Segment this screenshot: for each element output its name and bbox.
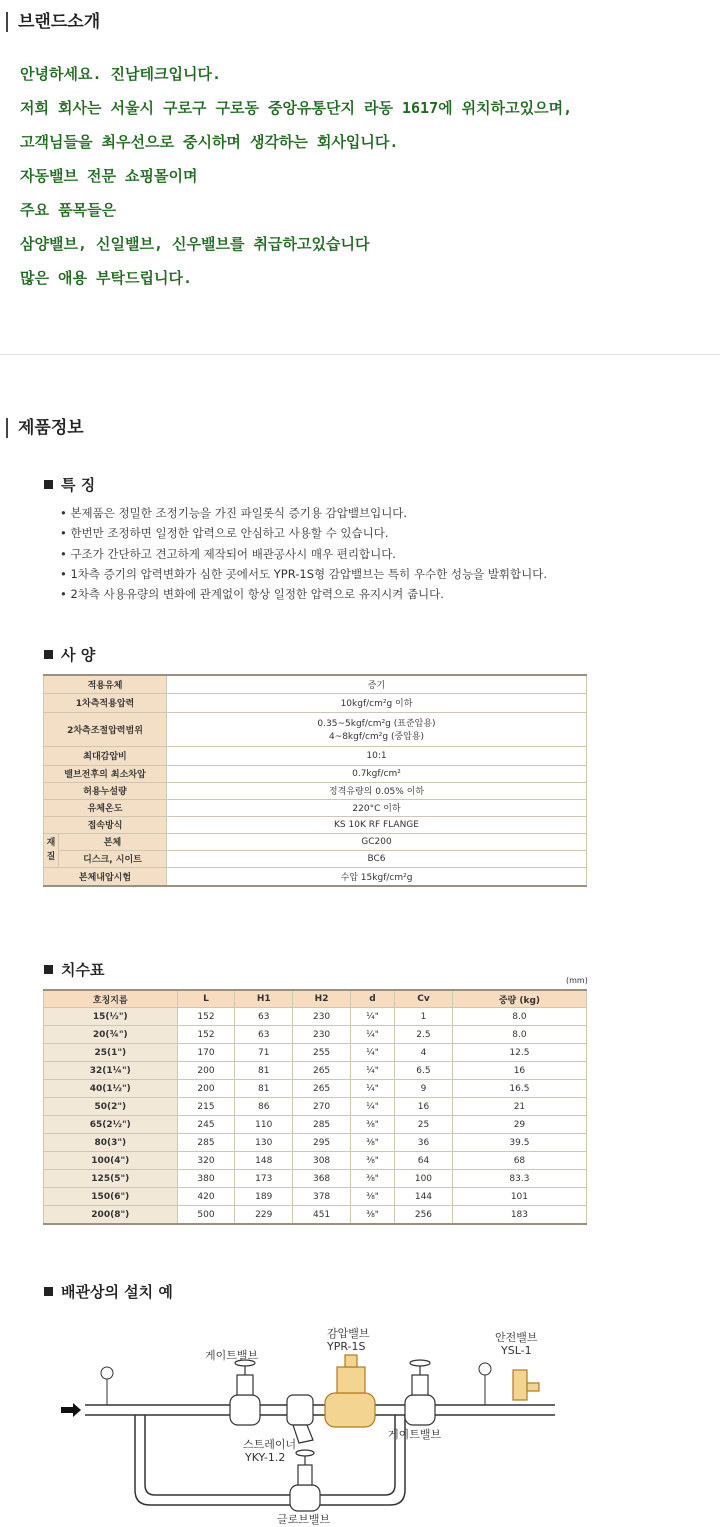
dimension-cell: 16.5 bbox=[452, 1080, 586, 1098]
dimension-cell: 21 bbox=[452, 1098, 586, 1116]
square-bullet-icon bbox=[44, 480, 53, 489]
feature-item: • 본제품은 정밀한 조정기능을 가진 파일롯식 증기용 감압밸브입니다. bbox=[60, 506, 408, 520]
material-group-label: 재질 bbox=[44, 833, 59, 867]
dimension-cell: 68 bbox=[452, 1152, 586, 1170]
spec-label: 본체 bbox=[59, 833, 167, 850]
features-list bbox=[60, 503, 680, 604]
dimension-header-cell: H1 bbox=[235, 990, 293, 1008]
spec-label: 접속방식 bbox=[44, 816, 167, 833]
globe-valve-label: 글로브밸브 bbox=[277, 1513, 331, 1525]
dimension-cell: 6.5 bbox=[395, 1062, 453, 1080]
dimension-cell: 81 bbox=[235, 1080, 293, 1098]
intro-line: 자동밸브 전문 쇼핑몰이며 bbox=[20, 167, 198, 185]
dimension-cell: ⅜" bbox=[350, 1134, 394, 1152]
dimension-cell: 215 bbox=[177, 1098, 235, 1116]
pressure-reducing-valve-icon bbox=[325, 1355, 375, 1427]
intro-line: 많은 애용 부탁드립니다. bbox=[20, 269, 192, 287]
dimension-cell: 40(1½") bbox=[44, 1080, 178, 1098]
dimension-cell: 380 bbox=[177, 1170, 235, 1188]
dimension-cell: 200 bbox=[177, 1080, 235, 1098]
dimension-cell: 183 bbox=[452, 1206, 586, 1225]
table-row bbox=[44, 1170, 587, 1188]
dimension-cell: 50(2") bbox=[44, 1098, 178, 1116]
dimension-cell: 86 bbox=[235, 1098, 293, 1116]
installation-heading: 배관상의 설치 예 bbox=[44, 1281, 173, 1302]
table-row bbox=[44, 1152, 587, 1170]
dimension-cell: 110 bbox=[235, 1116, 293, 1134]
safety-valve-icon bbox=[513, 1370, 539, 1400]
dimension-cell: ⅜" bbox=[350, 1152, 394, 1170]
intro-line: 삼양밸브, 신일밸브, 신우밸브를 취급하고있습니다 bbox=[20, 235, 370, 253]
dimension-cell: 285 bbox=[293, 1116, 351, 1134]
strainer-icon bbox=[287, 1395, 313, 1443]
dimension-cell: 368 bbox=[293, 1170, 351, 1188]
dimension-cell: 130 bbox=[235, 1134, 293, 1152]
intro-line: 주요 품목들은 bbox=[20, 201, 116, 219]
dimension-cell: 32(1¼") bbox=[44, 1062, 178, 1080]
dimension-cell: 101 bbox=[452, 1188, 586, 1206]
spec-value-line: 4~8kgf/cm²g (중압용) bbox=[328, 732, 425, 742]
gate-valve-icon bbox=[405, 1360, 435, 1425]
dimension-cell: 65(2½") bbox=[44, 1116, 178, 1134]
brand-section-title: 브랜드소개 bbox=[18, 12, 101, 32]
dimension-cell: 2.5 bbox=[395, 1026, 453, 1044]
dimension-cell: ⅜" bbox=[350, 1116, 394, 1134]
feature-item: • 구조가 간단하고 견고하게 제작되어 배관공사시 매우 편리합니다. bbox=[60, 546, 396, 561]
dimension-cell: 500 bbox=[177, 1206, 235, 1225]
dimension-cell: 25(1") bbox=[44, 1044, 178, 1062]
dimension-cell: 270 bbox=[293, 1098, 351, 1116]
dimension-cell: 12.5 bbox=[452, 1044, 586, 1062]
table-row bbox=[44, 1080, 587, 1098]
dimension-cell: ¼" bbox=[350, 1008, 394, 1026]
dimension-cell: 189 bbox=[235, 1188, 293, 1206]
spec-value: GC200 bbox=[167, 833, 587, 850]
spec-table bbox=[43, 674, 587, 887]
spec-label: 디스크, 시이트 bbox=[59, 850, 167, 867]
pressure-gauge-icon bbox=[101, 1367, 113, 1405]
dimension-cell: 63 bbox=[235, 1008, 293, 1026]
dimension-cell: 71 bbox=[235, 1044, 293, 1062]
dimension-cell: 4 bbox=[395, 1044, 453, 1062]
spec-label: 허용누설량 bbox=[44, 782, 167, 799]
dimension-cell: 63 bbox=[235, 1026, 293, 1044]
dimension-cell: ¼" bbox=[350, 1080, 394, 1098]
safety-valve-label: 안전밸브 bbox=[495, 1331, 538, 1344]
dimension-cell: 285 bbox=[177, 1134, 235, 1152]
dimension-cell: 81 bbox=[235, 1062, 293, 1080]
table-row bbox=[44, 1116, 587, 1134]
pr-valve-model: YPR-1S bbox=[327, 1340, 366, 1353]
dimension-cell: 265 bbox=[293, 1080, 351, 1098]
strainer-model: YKY-1.2 bbox=[245, 1451, 286, 1464]
dimension-cell: 200 bbox=[177, 1062, 235, 1080]
spec-label: 유체온도 bbox=[44, 799, 167, 816]
dimension-cell: 451 bbox=[293, 1206, 351, 1225]
unit-label: (mm) bbox=[566, 976, 588, 985]
product-section-title: 제품정보 bbox=[18, 418, 84, 438]
dimension-cell: 83.3 bbox=[452, 1170, 586, 1188]
spec-value: 수압 15kgf/cm²g bbox=[167, 867, 587, 886]
dimension-header-cell: H2 bbox=[293, 990, 351, 1008]
dimension-cell: 170 bbox=[177, 1044, 235, 1062]
gate-valve-label: 게이트밸브 bbox=[388, 1428, 442, 1441]
spec-value: 220°C 이하 bbox=[167, 799, 587, 816]
spec-value: 증기 bbox=[167, 675, 587, 693]
gate-valve-icon bbox=[230, 1360, 260, 1425]
dimension-cell: 16 bbox=[452, 1062, 586, 1080]
dimension-header-cell: Cv bbox=[395, 990, 453, 1008]
dimension-cell: 245 bbox=[177, 1116, 235, 1134]
pr-valve-label: 감압밸브 bbox=[327, 1327, 370, 1340]
dimension-cell: 36 bbox=[395, 1134, 453, 1152]
table-row bbox=[44, 1062, 587, 1080]
spec-label: 밸브전후의 최소차압 bbox=[44, 765, 167, 782]
dimension-cell: 16 bbox=[395, 1098, 453, 1116]
feature-item: • 한번만 조정하면 일정한 압력으로 안심하고 사용할 수 있습니다. bbox=[60, 526, 389, 541]
dimension-cell: 265 bbox=[293, 1062, 351, 1080]
dimension-cell: ¼" bbox=[350, 1044, 394, 1062]
dimension-cell: ⅜" bbox=[350, 1206, 394, 1225]
dimension-header-cell: 호칭지름 bbox=[44, 990, 178, 1008]
spec-value: 정격유량의 0.05% 이하 bbox=[167, 782, 587, 799]
dimension-cell: 295 bbox=[293, 1134, 351, 1152]
dimension-cell: 420 bbox=[177, 1188, 235, 1206]
spec-label: 2차측조절압력범위 bbox=[44, 712, 167, 746]
flow-arrow-icon bbox=[61, 1403, 81, 1417]
specs-heading: 사 양 bbox=[44, 644, 95, 665]
dimension-cell: 230 bbox=[293, 1026, 351, 1044]
square-bullet-icon bbox=[44, 650, 53, 659]
dimension-header-cell: d bbox=[350, 990, 394, 1008]
dimension-header-cell: L bbox=[177, 990, 235, 1008]
spec-label: 최대감압비 bbox=[44, 746, 167, 765]
safety-valve-model: YSL-1 bbox=[501, 1344, 532, 1357]
dimension-cell: 148 bbox=[235, 1152, 293, 1170]
spec-label: 1차측적용압력 bbox=[44, 693, 167, 712]
square-bullet-icon bbox=[44, 965, 53, 974]
spec-value: KS 10K RF FLANGE bbox=[167, 816, 587, 833]
spec-label: 본체내압시험 bbox=[44, 867, 167, 886]
dimension-cell: 152 bbox=[177, 1026, 235, 1044]
spec-value: 10:1 bbox=[167, 746, 587, 765]
table-row bbox=[44, 1098, 587, 1116]
dimension-cell: 1 bbox=[395, 1008, 453, 1026]
dimension-cell: 230 bbox=[293, 1008, 351, 1026]
dimension-cell: 308 bbox=[293, 1152, 351, 1170]
intro-line: 저희 회사는 서울시 구로구 구로동 중앙유통단지 라동 1617에 위치하고있으며, bbox=[20, 99, 573, 117]
strainer-label: 스트레이너 bbox=[243, 1438, 297, 1451]
dimension-cell: 125(5") bbox=[44, 1170, 178, 1188]
dimension-cell: 20(¾") bbox=[44, 1026, 178, 1044]
globe-valve-icon bbox=[290, 1450, 320, 1511]
dimension-cell: 39.5 bbox=[452, 1134, 586, 1152]
spec-value-line: 0.35~5kgf/cm²g (표준압용) bbox=[317, 719, 436, 729]
table-row bbox=[44, 1008, 587, 1026]
dimension-cell: ⅜" bbox=[350, 1188, 394, 1206]
spec-value: 10kgf/cm²g 이하 bbox=[167, 693, 587, 712]
table-row bbox=[44, 1026, 587, 1044]
section-divider bbox=[0, 354, 720, 355]
dimension-cell: ¼" bbox=[350, 1062, 394, 1080]
dimension-cell: 152 bbox=[177, 1008, 235, 1026]
dimension-cell: 8.0 bbox=[452, 1026, 586, 1044]
dimension-header-cell: 중량 (kg) bbox=[452, 990, 586, 1008]
dimension-cell: 378 bbox=[293, 1188, 351, 1206]
table-row bbox=[44, 1206, 587, 1225]
table-row bbox=[44, 1044, 587, 1062]
feature-item: • 2차측 사용유량의 변화에 관계없이 항상 일정한 압력으로 유지시켜 줍니다. bbox=[60, 587, 444, 602]
spec-value: 0.7kgf/cm² bbox=[167, 765, 587, 782]
table-row bbox=[44, 1188, 587, 1206]
dimension-cell: ¼" bbox=[350, 1026, 394, 1044]
dimension-cell: 229 bbox=[235, 1206, 293, 1225]
dimension-cell: 173 bbox=[235, 1170, 293, 1188]
intro-line: 안녕하세요. 진남테크입니다. bbox=[20, 65, 221, 83]
dimension-cell: 100 bbox=[395, 1170, 453, 1188]
pressure-gauge-icon bbox=[479, 1363, 491, 1405]
square-bullet-icon bbox=[44, 1287, 53, 1296]
brand-intro bbox=[20, 60, 710, 298]
dimension-cell: 200(8") bbox=[44, 1206, 178, 1225]
dimension-cell: 256 bbox=[395, 1206, 453, 1225]
dimension-cell: ⅜" bbox=[350, 1170, 394, 1188]
spec-value: BC6 bbox=[167, 850, 587, 867]
installation-diagram bbox=[55, 1325, 575, 1525]
gate-valve-label: 게이트밸브 bbox=[205, 1349, 259, 1362]
dimension-table bbox=[43, 989, 587, 1225]
intro-line: 고객님들을 최우선으로 중시하며 생각하는 회사입니다. bbox=[20, 133, 399, 151]
features-heading: 특 징 bbox=[44, 474, 95, 495]
section-bar bbox=[6, 12, 8, 32]
dimension-cell: 320 bbox=[177, 1152, 235, 1170]
dimension-cell: ¼" bbox=[350, 1098, 394, 1116]
dimension-cell: 144 bbox=[395, 1188, 453, 1206]
dimension-cell: 150(6") bbox=[44, 1188, 178, 1206]
spec-value bbox=[167, 712, 587, 746]
dimension-cell: 29 bbox=[452, 1116, 586, 1134]
dimension-cell: 80(3") bbox=[44, 1134, 178, 1152]
dimension-cell: 100(4") bbox=[44, 1152, 178, 1170]
dimension-cell: 25 bbox=[395, 1116, 453, 1134]
section-bar bbox=[6, 418, 8, 438]
feature-item: • 1차측 증기의 압력변화가 심한 곳에서도 YPR-1S형 감압밸브는 특히 우수한 성능을 발휘합니다. bbox=[60, 566, 548, 581]
dimension-cell: 255 bbox=[293, 1044, 351, 1062]
dimensions-heading: 치수표 bbox=[44, 959, 104, 980]
table-row bbox=[44, 1134, 587, 1152]
dimension-cell: 64 bbox=[395, 1152, 453, 1170]
dimension-cell: 9 bbox=[395, 1080, 453, 1098]
dimension-cell: 8.0 bbox=[452, 1008, 586, 1026]
spec-label: 적용유체 bbox=[44, 675, 167, 693]
dimension-cell: 15(½") bbox=[44, 1008, 178, 1026]
